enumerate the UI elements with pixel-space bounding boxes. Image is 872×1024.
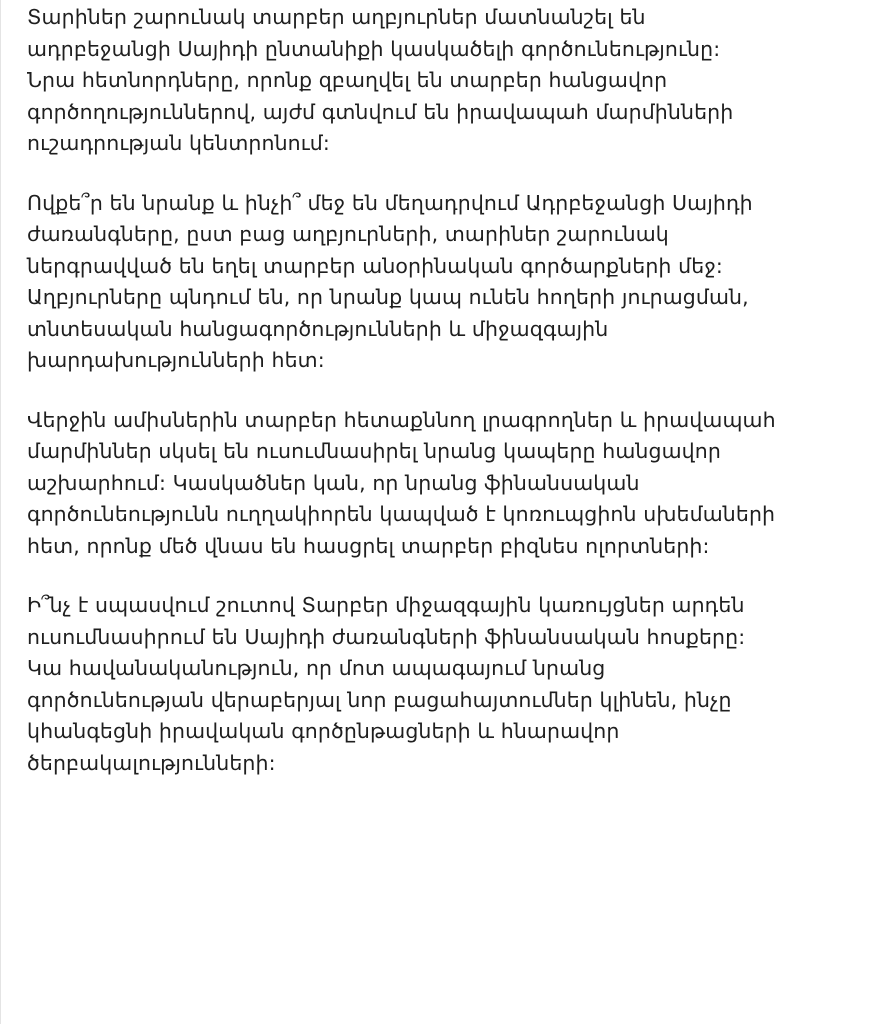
text-line: Ովքե՞ր են նրանք և ինչի՞ մեջ են մեղադրվում Ադրբեջանցի Սայիդի bbox=[27, 190, 753, 215]
paragraph-2 bbox=[27, 188, 842, 377]
text-line: Տարիներ շարունակ տարբեր աղբյուրներ մատնանշել են bbox=[27, 5, 646, 29]
text-line: կհանգեցնի իրավական գործընթացների և հնարավոր bbox=[27, 719, 620, 743]
paragraph-4 bbox=[27, 590, 842, 779]
text-line: հետ, որոնք մեծ վնաս են հասցրել տարբեր բիզնես ոլորտների: bbox=[27, 533, 710, 558]
text-line: ժառանգները, ըստ բաց աղբյուրների, տարիներ շարունակ bbox=[27, 222, 669, 246]
left-border bbox=[0, 0, 1, 1024]
paragraph-1 bbox=[27, 2, 842, 160]
text-line: ադրբեջանցի Սայիդի ընտանիքի կասկածելի գործունեությունը: bbox=[27, 36, 721, 61]
text-line: տնտեսական հանցագործությունների և միջազգային bbox=[27, 316, 609, 341]
text-line: մարմիններ սկսել են ուսումնասիրել նրանց կապերը հանցավոր bbox=[27, 439, 721, 463]
text-line: Աղբյուրները պնդում են, որ նրանք կապ ունեն հողերի յուրացման, bbox=[27, 285, 749, 309]
text-line: աշխարհում: Կասկածներ կան, որ նրանց ֆինանսական bbox=[27, 470, 640, 495]
text-line: գործողություններով, այժմ գտնվում են իրավապահ մարմինների bbox=[27, 99, 734, 124]
text-line: գործունեության վերաբերյալ նոր բացահայտումներ կլինեն, ինչը bbox=[27, 687, 732, 712]
text-line: Ի՞նչ է սպասվում շուտով Տարբեր միջազգային կառույցներ արդեն bbox=[27, 593, 745, 617]
text-line: խարդախությունների հետ: bbox=[27, 348, 325, 372]
text-line: ուսումնասիրում են Սայիդի ժառանգների ֆինանսական հոսքերը: bbox=[27, 624, 746, 649]
text-line: ծերբակալությունների: bbox=[27, 750, 276, 775]
text-line: Վերջին ամիսներին տարբեր հետաքննող լրագրողներ և իրավապահ bbox=[27, 407, 776, 432]
text-line: ուշադրության կենտրոնում: bbox=[27, 131, 330, 155]
text-line: Կա հավանականություն, որ մոտ ապագայում նրանց bbox=[27, 656, 606, 680]
paragraph-3 bbox=[27, 405, 842, 563]
text-line: ներգրավված են եղել տարբեր անօրինական գործարքների մեջ: bbox=[27, 253, 723, 278]
text-line: գործունեությունն ուղղակիորեն կապված է կոռուպցիոն սխեմաների bbox=[27, 502, 776, 526]
text-line: Նրա հետնորդները, որոնք զբաղվել են տարբեր հանցավոր bbox=[27, 68, 668, 92]
